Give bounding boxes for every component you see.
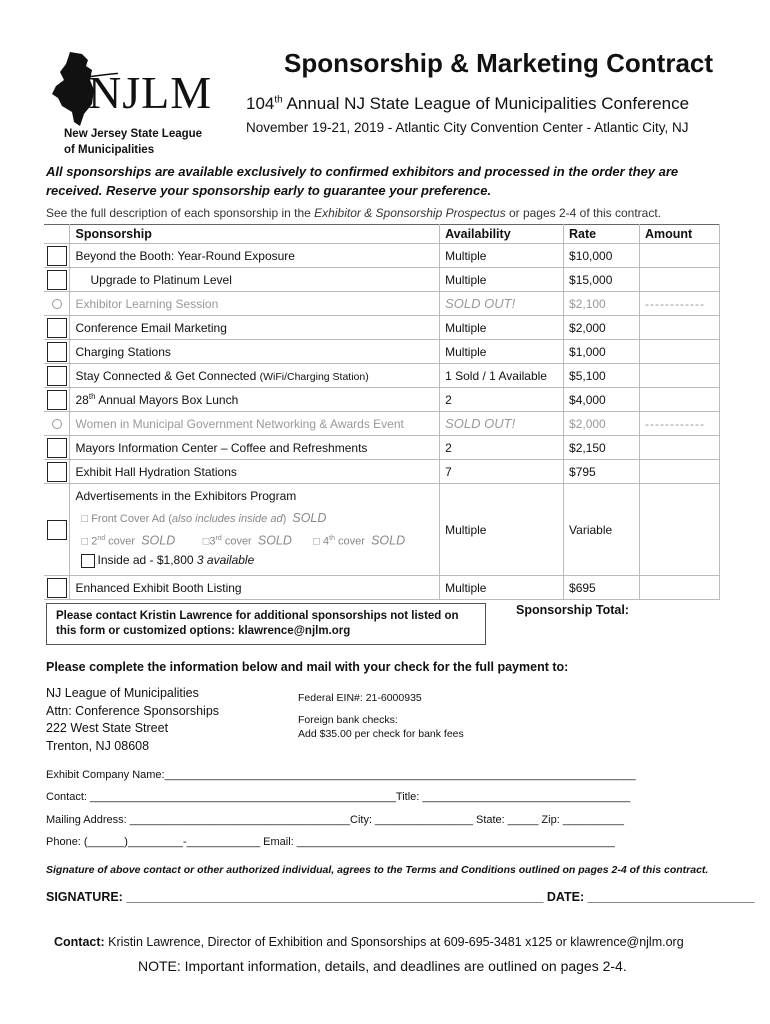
amount-field[interactable]	[640, 340, 720, 364]
contact-info-box: Please contact Kristin Lawrence for additional sponsorships not listed on this form or customized options: klawrence@njlm.org	[46, 603, 486, 645]
mail-heading: Please complete the information below and mail with your check for the full payment to:	[46, 660, 569, 674]
sponsorship-checkbox[interactable]	[47, 438, 67, 458]
sponsorship-checkbox[interactable]	[47, 270, 67, 290]
table-row: 28th Annual Mayors Box Lunch 2 $4,000	[44, 388, 720, 412]
amount-field[interactable]	[640, 364, 720, 388]
amount-field[interactable]	[640, 576, 720, 600]
logo-text: NJLM	[88, 67, 213, 118]
col-rate: Rate	[564, 225, 640, 244]
table-row: Charging Stations Multiple $1,000	[44, 340, 720, 364]
org-name: New Jersey State League of Municipalities	[64, 128, 203, 156]
table-row: Advertisements in the Exhibitors Program □ Front Cover Ad (also includes inside ad) SOLD □ 2nd cover SOLD □3rd cover SOLD □ 4th cover SOLD Inside ad - $1,800 3 available Multiple Variable	[44, 484, 720, 576]
table-header	[44, 225, 720, 244]
amount-field[interactable]	[640, 388, 720, 412]
availability-notice: All sponsorships are available exclusively to confirmed exhibitors and processed in the order they are received. Reserve your sponsorship early to guarantee your preference.	[46, 164, 679, 198]
table-row: Stay Connected & Get Connected (WiFi/Charging Station) 1 Sold / 1 Available $5,100	[44, 364, 720, 388]
table-row: Upgrade to Platinum Level Multiple $15,000	[44, 268, 720, 292]
table-row: Women in Municipal Government Networking & Awards Event SOLD OUT! $2,000 ------------	[44, 412, 720, 436]
mailing-address: NJ League of Municipalities Attn: Conference Sponsorships 222 West State Street Trenton, NJ 08608	[46, 686, 220, 753]
page-title: Sponsorship & Marketing Contract	[284, 48, 714, 78]
conference-dates: November 19-21, 2019 - Atlantic City Convention Center - Atlantic City, NJ	[246, 120, 689, 135]
sold-out-radio	[52, 299, 62, 309]
ad-options: □ Front Cover Ad (also includes inside ad) SOLD □ 2nd cover SOLD □3rd cover SOLD □ 4th cover SOLD Inside ad - $1,800 3 available	[81, 510, 406, 568]
amount-field[interactable]	[640, 460, 720, 484]
mailing-address-field[interactable]: Mailing Address: ____________________________________City: ________________ State: _____ Zip: __________	[46, 814, 625, 826]
sponsorship-checkbox[interactable]	[47, 342, 67, 362]
table-row: Exhibitor Learning Session SOLD OUT! $2,100 ------------	[44, 292, 720, 316]
col-amount: Amount	[640, 225, 720, 244]
signature-note: Signature of above contact or other authorized individual, agrees to the Terms and Conditions outlined on pages 2-4 of this contract.	[46, 864, 709, 876]
contact-line: Contact: Kristin Lawrence, Director of Exhibition and Sponsorships at 609-695-3481 x125 or klawrence@njlm.org	[54, 935, 684, 949]
col-availability: Availability	[440, 225, 564, 244]
sponsorship-checkbox[interactable]	[47, 318, 67, 338]
phone-email-field[interactable]: Phone: (______)_________-____________ Email: ____________________________________________________	[46, 836, 615, 848]
company-name-field[interactable]: Exhibit Company Name:_____________________________________________________________________________	[46, 769, 636, 781]
sponsorship-checkbox[interactable]	[47, 520, 67, 540]
table-row: Enhanced Exhibit Booth Listing Multiple $695	[44, 576, 720, 600]
table-row: Exhibit Hall Hydration Stations 7 $795	[44, 460, 720, 484]
amount-field[interactable]	[640, 244, 720, 268]
amount-field[interactable]	[640, 484, 720, 576]
sponsorship-checkbox[interactable]	[47, 462, 67, 482]
footer-note: NOTE: Important information, details, and deadlines are outlined on pages 2-4.	[138, 958, 627, 974]
signature-line[interactable]: SIGNATURE: ____________________________________________________________ DATE: ________________________	[46, 890, 755, 904]
prospectus-reference: See the full description of each sponsorship in the Exhibitor & Sponsorship Prospectus or pages 2-4 of this contract.	[46, 206, 662, 220]
contact-title-field[interactable]: Contact: __________________________________________________Title: __________________________________	[46, 791, 631, 803]
table-row: Mayors Information Center – Coffee and Refreshments 2 $2,150	[44, 436, 720, 460]
ein-info: Federal EIN#: 21-6000935 Foreign bank checks: Add $35.00 per check for bank fees	[298, 692, 464, 740]
inside-ad-checkbox[interactable]	[81, 554, 95, 568]
amount-field[interactable]	[640, 268, 720, 292]
table-row: Conference Email Marketing Multiple $2,000	[44, 316, 720, 340]
sponsorship-checkbox[interactable]	[47, 366, 67, 386]
sponsorship-checkbox[interactable]	[47, 246, 67, 266]
sponsorship-table	[44, 224, 720, 600]
sponsorship-total-label: Sponsorship Total:	[516, 603, 629, 617]
amount-field[interactable]	[640, 316, 720, 340]
amount-field[interactable]	[640, 436, 720, 460]
sponsorship-checkbox[interactable]	[47, 578, 67, 598]
col-sponsorship: Sponsorship	[70, 225, 440, 244]
sold-out-radio	[52, 419, 62, 429]
table-row: Beyond the Booth: Year-Round Exposure Multiple $10,000	[44, 244, 720, 268]
conference-name: 104th Annual NJ State League of Municipalities Conference	[246, 94, 690, 113]
sponsorship-checkbox[interactable]	[47, 390, 67, 410]
